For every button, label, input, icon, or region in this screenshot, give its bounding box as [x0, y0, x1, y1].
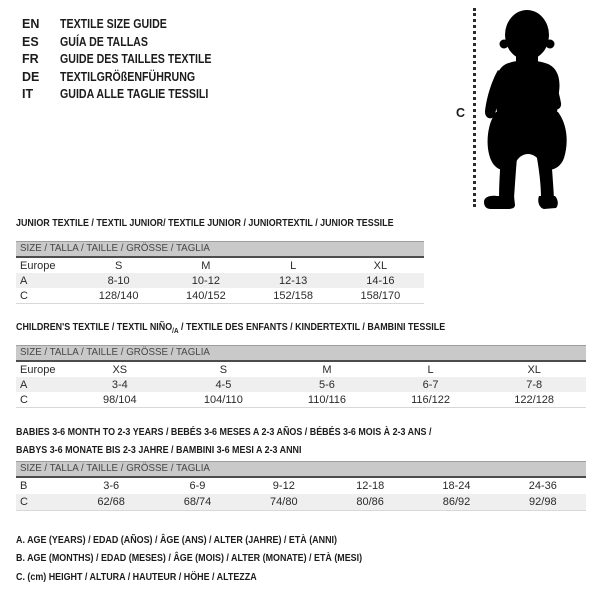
table-cell: 128/140	[98, 289, 139, 302]
junior-row-c	[16, 288, 424, 303]
children-title-prefix: CHILDREN'S TEXTILE / TEXTIL NIÑO	[16, 321, 173, 333]
table-cell: 14-16	[366, 274, 395, 287]
size-header-label: SIZE / TALLA / TAILLE / GRÖSSE / TAGLIA	[20, 242, 210, 254]
language-row-fr	[22, 52, 238, 70]
table-cell: 68/74	[183, 496, 212, 508]
table-cell: 62/68	[97, 496, 125, 508]
language-code: ES	[22, 34, 39, 49]
table-cell: S	[219, 363, 228, 376]
table-cell: 74/80	[270, 496, 298, 508]
children-row-a	[16, 377, 586, 392]
size-header-bar	[16, 461, 586, 478]
language-title-list	[22, 17, 238, 105]
table-cell: 18-24	[442, 480, 471, 492]
children-section-title	[16, 321, 521, 335]
junior-row-europe	[16, 258, 424, 273]
table-cell: L	[427, 363, 434, 376]
legend-line-a	[16, 531, 423, 549]
babies-title-line2: BABYS 3-6 MONATE BIS 2-3 JAHRE / BAMBINI 3-6 MESI A 2-3 ANNI	[16, 444, 302, 456]
language-row-it	[22, 87, 238, 105]
children-title-suffix: / TEXTILE DES ENFANTS / KINDERTEXTIL / BAMBINI TESSILE	[178, 321, 446, 333]
language-row-en	[22, 17, 238, 35]
language-code: FR	[22, 52, 39, 66]
table-cell: L	[290, 259, 297, 272]
row-label: C	[20, 393, 28, 406]
table-cell: 122/128	[514, 393, 555, 406]
babies-section-title	[16, 423, 505, 459]
babies-row-c	[16, 494, 586, 510]
table-cell: M	[201, 259, 211, 272]
row-label: Europe	[20, 259, 56, 272]
height-dotted-line	[473, 8, 476, 207]
height-marker-label: C	[456, 106, 466, 120]
table-cell: 152/158	[273, 289, 313, 302]
table-cell: 116/122	[411, 393, 451, 406]
row-label: C	[20, 496, 28, 508]
language-label: GUÍA DE TALLAS	[60, 34, 148, 49]
table-cell: 140/152	[185, 289, 226, 302]
size-header-bar	[16, 241, 424, 258]
table-cell: XL	[373, 259, 388, 272]
table-cell: 24-36	[528, 480, 557, 492]
legend-footnotes	[16, 531, 423, 586]
row-label: Europe	[20, 363, 56, 376]
table-cell: 104/110	[203, 393, 243, 406]
children-size-table	[16, 345, 586, 408]
row-label: C	[20, 289, 28, 302]
junior-section-title-text: JUNIOR TEXTILE / TEXTIL JUNIOR/ TEXTILE JUNIOR / JUNIORTEXTIL / JUNIOR TESSILE	[16, 217, 394, 229]
row-label: B	[20, 480, 28, 492]
table-cell: 6-7	[422, 378, 439, 391]
table-cell: 86/92	[442, 496, 471, 508]
children-title-subscript: /A	[172, 326, 179, 336]
language-row-de	[22, 70, 238, 88]
table-cell: 5-6	[319, 378, 335, 391]
legend-line-c-text: C. (cm) HEIGHT / ALTURA / HAUTEUR / HÖHE / ALTEZZA	[16, 570, 257, 583]
language-code: EN	[22, 17, 40, 31]
table-cell: 80/86	[356, 496, 384, 508]
row-label: A	[20, 378, 28, 391]
language-label: GUIDA ALLE TAGLIE TESSILI	[60, 87, 209, 101]
table-cell: XS	[112, 363, 128, 376]
table-cell: 10-12	[191, 274, 220, 287]
children-row-europe	[16, 362, 586, 377]
language-code: IT	[22, 87, 34, 101]
legend-line-b	[16, 549, 423, 567]
language-label: GUIDE DES TAILLES TEXTILE	[60, 52, 212, 66]
table-cell: 8-10	[107, 274, 130, 287]
children-row-c	[16, 392, 586, 407]
table-cell: 92/98	[529, 496, 557, 508]
language-label: TEXTILE SIZE GUIDE	[60, 17, 167, 31]
table-cell: 110/116	[307, 393, 347, 406]
table-cell: 4-5	[215, 378, 232, 391]
legend-line-a-text: A. AGE (YEARS) / EDAD (AÑOS) / ÂGE (ANS) / ALTER (JAHRE) / ETÀ (ANNI)	[16, 534, 337, 546]
children-section-title-text	[16, 321, 445, 335]
table-cell: 3-6	[103, 480, 120, 492]
junior-section-title	[16, 217, 460, 229]
table-cell: 3-4	[111, 378, 128, 391]
junior-row-a	[16, 273, 424, 288]
table-cell: M	[322, 363, 332, 376]
language-code: DE	[22, 69, 40, 84]
legend-line-b-text: B. AGE (MONTHS) / EDAD (MESES) / ÂGE (MOIS) / ALTER (MONATE) / ETÀ (MESI)	[16, 552, 363, 565]
table-cell: 7-8	[526, 378, 543, 391]
table-cell: 98/104	[102, 393, 137, 406]
table-cell: 158/170	[360, 289, 401, 302]
babies-title-line1: BABIES 3-6 MONTH TO 2-3 YEARS / BEBÉS 3-6 MESES A 2-3 AÑOS / BÉBÉS 3-6 MOIS À 2-3 ANS /	[16, 426, 432, 438]
size-header-label: SIZE / TALLA / TAILLE / GRÖSSE / TAGLIA	[20, 462, 210, 474]
babies-size-table	[16, 461, 586, 511]
language-row-es	[22, 35, 238, 53]
legend-line-c	[16, 568, 423, 586]
toddler-silhouette-image	[478, 6, 578, 212]
table-cell: XL	[527, 363, 541, 376]
babies-row-b	[16, 478, 586, 494]
table-cell: 12-13	[279, 274, 308, 287]
row-label: A	[20, 274, 28, 287]
table-cell: 6-9	[189, 480, 206, 492]
size-header-label: SIZE / TALLA / TAILLE / GRÖSSE / TAGLIA	[20, 346, 210, 358]
junior-size-table	[16, 241, 424, 304]
size-header-bar	[16, 345, 586, 362]
table-cell: 12-18	[356, 480, 385, 492]
language-label: TEXTILGRÖßENFÜHRUNG	[60, 69, 196, 84]
table-cell: S	[114, 259, 123, 272]
table-cell: 9-12	[272, 480, 295, 492]
